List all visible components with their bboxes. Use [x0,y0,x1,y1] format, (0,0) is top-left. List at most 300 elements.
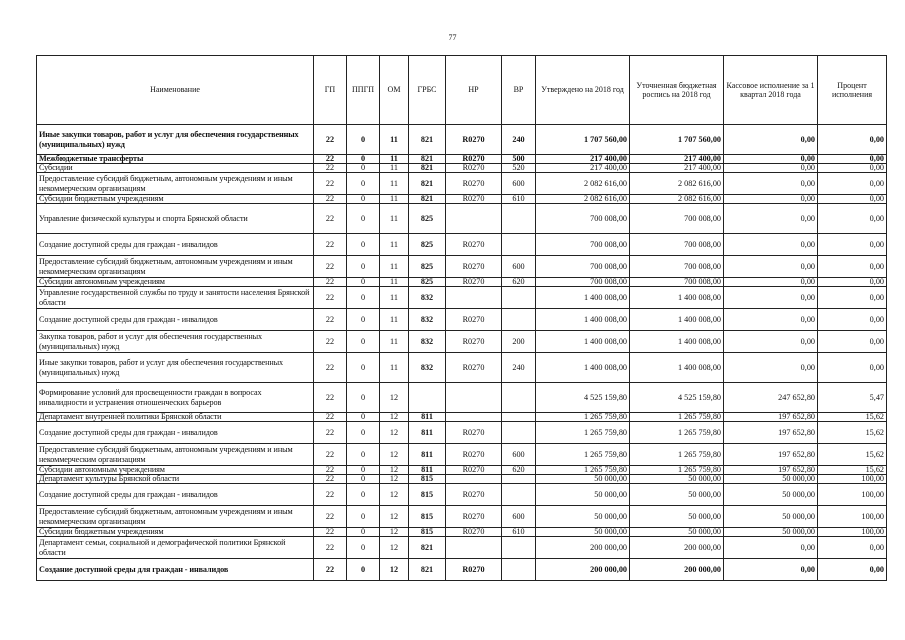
cell-gp: 22 [314,204,347,234]
table-row [37,278,887,287]
cell-pgp: 0 [347,287,380,309]
table-row [37,164,887,173]
cell-gp: 22 [314,195,347,204]
cell-name: Закупка товаров, работ и услуг для обеспечения государственных (муниципальных) нужд [37,331,314,353]
header-nr: НР [446,56,502,125]
cell-refined: 1 400 008,00 [630,287,724,309]
cell-percent: 100,00 [818,506,887,528]
cell-nr: R0270 [446,466,502,475]
cell-nr: R0270 [446,234,502,256]
cell-grbs: 825 [409,204,446,234]
cell-nr: R0270 [446,484,502,506]
cell-gp: 22 [314,537,347,559]
cell-cash: 50 000,00 [724,484,818,506]
cell-percent: 0,00 [818,155,887,164]
table-row [37,309,887,331]
cell-name: Предоставление субсидий бюджетным, автономным учреждениям и иным некоммерческим организациям [37,444,314,466]
cell-nr: R0270 [446,195,502,204]
cell-nr: R0270 [446,125,502,155]
cell-approved: 1 707 560,00 [536,125,630,155]
cell-om: 11 [380,125,409,155]
table-row [37,559,887,581]
cell-grbs: 825 [409,256,446,278]
cell-approved: 2 082 616,00 [536,173,630,195]
cell-percent: 0,00 [818,173,887,195]
table-row [37,484,887,506]
cell-approved: 200 000,00 [536,559,630,581]
cell-om: 12 [380,413,409,422]
cell-refined: 1 265 759,80 [630,422,724,444]
cell-vr: 610 [502,528,536,537]
cell-gp: 22 [314,164,347,173]
cell-approved: 1 265 759,80 [536,413,630,422]
cell-om: 11 [380,331,409,353]
cell-vr [502,309,536,331]
cell-cash: 0,00 [724,331,818,353]
cell-cash: 0,00 [724,195,818,204]
cell-cash: 0,00 [724,234,818,256]
cell-grbs: 832 [409,287,446,309]
header-approved: Утверждено на 2018 год [536,56,630,125]
cell-cash: 0,00 [724,287,818,309]
cell-om: 11 [380,287,409,309]
cell-approved: 700 008,00 [536,256,630,278]
cell-om: 11 [380,164,409,173]
cell-cash: 0,00 [724,164,818,173]
cell-nr: R0270 [446,155,502,164]
cell-gp: 22 [314,559,347,581]
cell-refined: 1 400 008,00 [630,331,724,353]
cell-cash: 0,00 [724,173,818,195]
cell-grbs: 811 [409,413,446,422]
cell-nr: R0270 [446,528,502,537]
table-row [37,204,887,234]
cell-pgp: 0 [347,466,380,475]
header-vr: ВР [502,56,536,125]
cell-gp: 22 [314,422,347,444]
cell-om: 12 [380,422,409,444]
cell-percent: 15,62 [818,466,887,475]
cell-cash: 0,00 [724,278,818,287]
cell-gp: 22 [314,506,347,528]
cell-name: Субсидии бюджетным учреждениям [37,528,314,537]
cell-refined: 1 265 759,80 [630,466,724,475]
cell-percent: 0,00 [818,204,887,234]
cell-grbs: 825 [409,234,446,256]
cell-om: 11 [380,195,409,204]
cell-nr: R0270 [446,331,502,353]
cell-cash: 0,00 [724,353,818,383]
cell-vr: 500 [502,155,536,164]
cell-cash: 0,00 [724,204,818,234]
cell-name: Субсидии [37,164,314,173]
cell-nr [446,204,502,234]
cell-cash: 0,00 [724,125,818,155]
cell-grbs: 815 [409,475,446,484]
header-row [37,56,887,125]
cell-vr [502,383,536,413]
budget-table-wrapper [36,55,886,581]
cell-pgp: 0 [347,278,380,287]
cell-om: 12 [380,466,409,475]
cell-gp: 22 [314,353,347,383]
cell-refined: 2 082 616,00 [630,195,724,204]
cell-om: 12 [380,537,409,559]
cell-om: 12 [380,475,409,484]
cell-name: Предоставление субсидий бюджетным, автономным учреждениям и иным некоммерческим организациям [37,173,314,195]
header-om: ОМ [380,56,409,125]
cell-percent: 0,00 [818,309,887,331]
cell-gp: 22 [314,528,347,537]
cell-refined: 217 400,00 [630,155,724,164]
cell-percent: 0,00 [818,164,887,173]
page-number: 77 [448,33,457,42]
header-refined: Уточненная бюджетная роспись на 2018 год [630,56,724,125]
cell-nr [446,383,502,413]
table-row [37,234,887,256]
table-row [37,287,887,309]
cell-approved: 1 400 008,00 [536,287,630,309]
cell-cash: 197 652,80 [724,466,818,475]
cell-cash: 50 000,00 [724,475,818,484]
cell-pgp: 0 [347,444,380,466]
cell-grbs: 811 [409,444,446,466]
cell-name: Предоставление субсидий бюджетным, автономным учреждениям и иным некоммерческим организациям [37,506,314,528]
cell-approved: 50 000,00 [536,484,630,506]
table-row [37,413,887,422]
cell-pgp: 0 [347,537,380,559]
cell-name: Иные закупки товаров, работ и услуг для обеспечения государственных (муниципальных) нужд [37,353,314,383]
cell-refined: 50 000,00 [630,484,724,506]
cell-refined: 1 707 560,00 [630,125,724,155]
cell-om: 11 [380,173,409,195]
cell-cash: 197 652,80 [724,444,818,466]
cell-name: Субсидии бюджетным учреждениям [37,195,314,204]
cell-percent: 0,00 [818,256,887,278]
cell-refined: 217 400,00 [630,164,724,173]
cell-pgp: 0 [347,413,380,422]
cell-gp: 22 [314,475,347,484]
cell-grbs: 821 [409,195,446,204]
cell-percent: 0,00 [818,278,887,287]
cell-pgp: 0 [347,331,380,353]
cell-refined: 700 008,00 [630,204,724,234]
cell-name: Создание доступной среды для граждан - инвалидов [37,484,314,506]
cell-nr: R0270 [446,164,502,173]
table-row [37,256,887,278]
cell-refined: 700 008,00 [630,278,724,287]
cell-nr: R0270 [446,173,502,195]
cell-pgp: 0 [347,484,380,506]
cell-grbs [409,383,446,413]
cell-vr: 520 [502,164,536,173]
cell-name: Субсидии автономным учреждениям [37,278,314,287]
cell-grbs: 821 [409,164,446,173]
cell-pgp: 0 [347,528,380,537]
cell-vr: 600 [502,506,536,528]
cell-om: 11 [380,278,409,287]
cell-vr: 600 [502,444,536,466]
cell-om: 12 [380,444,409,466]
cell-refined: 200 000,00 [630,559,724,581]
cell-nr: R0270 [446,256,502,278]
table-body [37,125,887,581]
cell-refined: 200 000,00 [630,537,724,559]
cell-name: Межбюджетные трансферты [37,155,314,164]
header-name: Наименование [37,56,314,125]
cell-percent: 15,62 [818,444,887,466]
cell-refined: 700 008,00 [630,256,724,278]
cell-gp: 22 [314,287,347,309]
cell-vr [502,234,536,256]
cell-cash: 50 000,00 [724,506,818,528]
cell-vr [502,475,536,484]
cell-percent: 15,62 [818,413,887,422]
cell-om: 12 [380,383,409,413]
table-row [37,475,887,484]
cell-gp: 22 [314,309,347,331]
cell-grbs: 832 [409,353,446,383]
cell-nr [446,537,502,559]
cell-pgp: 0 [347,125,380,155]
cell-approved: 4 525 159,80 [536,383,630,413]
cell-percent: 0,00 [818,287,887,309]
cell-vr [502,413,536,422]
cell-pgp: 0 [347,256,380,278]
cell-pgp: 0 [347,475,380,484]
cell-pgp: 0 [347,164,380,173]
cell-nr: R0270 [446,559,502,581]
cell-approved: 700 008,00 [536,234,630,256]
cell-grbs: 811 [409,466,446,475]
cell-grbs: 832 [409,331,446,353]
cell-vr [502,287,536,309]
cell-nr [446,413,502,422]
cell-om: 12 [380,484,409,506]
table-row [37,173,887,195]
cell-percent: 5,47 [818,383,887,413]
cell-refined: 1 265 759,80 [630,444,724,466]
cell-grbs: 821 [409,125,446,155]
cell-cash: 0,00 [724,309,818,331]
table-row [37,195,887,204]
cell-vr [502,484,536,506]
cell-om: 12 [380,506,409,528]
cell-gp: 22 [314,444,347,466]
cell-om: 11 [380,256,409,278]
cell-percent: 0,00 [818,353,887,383]
cell-nr [446,287,502,309]
cell-refined: 1 400 008,00 [630,353,724,383]
cell-gp: 22 [314,413,347,422]
table-row [37,353,887,383]
cell-percent: 100,00 [818,475,887,484]
cell-om: 12 [380,559,409,581]
cell-approved: 700 008,00 [536,278,630,287]
table-row [37,383,887,413]
cell-vr: 200 [502,331,536,353]
cell-approved: 217 400,00 [536,164,630,173]
cell-name: Создание доступной среды для граждан - инвалидов [37,309,314,331]
table-row [37,466,887,475]
cell-cash: 0,00 [724,155,818,164]
cell-gp: 22 [314,484,347,506]
cell-name: Департамент культуры Брянской области [37,475,314,484]
header-pgp: ППГП [347,56,380,125]
cell-vr [502,204,536,234]
cell-approved: 1 265 759,80 [536,444,630,466]
cell-percent: 100,00 [818,528,887,537]
cell-name: Департамент внутренней политики Брянской области [37,413,314,422]
cell-cash: 197 652,80 [724,422,818,444]
cell-refined: 50 000,00 [630,475,724,484]
cell-vr: 600 [502,256,536,278]
cell-vr [502,537,536,559]
cell-vr: 610 [502,195,536,204]
cell-om: 11 [380,353,409,383]
cell-om: 11 [380,234,409,256]
cell-cash: 0,00 [724,559,818,581]
cell-nr: R0270 [446,278,502,287]
cell-vr: 620 [502,278,536,287]
cell-vr: 600 [502,173,536,195]
cell-approved: 217 400,00 [536,155,630,164]
cell-percent: 15,62 [818,422,887,444]
cell-refined: 2 082 616,00 [630,173,724,195]
cell-pgp: 0 [347,353,380,383]
cell-grbs: 815 [409,484,446,506]
cell-pgp: 0 [347,383,380,413]
cell-cash: 247 652,80 [724,383,818,413]
cell-percent: 0,00 [818,195,887,204]
cell-gp: 22 [314,383,347,413]
cell-percent: 0,00 [818,234,887,256]
table-row [37,528,887,537]
cell-cash: 0,00 [724,537,818,559]
cell-nr [446,475,502,484]
cell-gp: 22 [314,278,347,287]
cell-name: Иные закупки товаров, работ и услуг для обеспечения государственных (муниципальных) нужд [37,125,314,155]
table-row [37,537,887,559]
cell-name: Управление государственной службы по труду и занятости населения Брянской области [37,287,314,309]
cell-gp: 22 [314,173,347,195]
cell-pgp: 0 [347,234,380,256]
cell-cash: 0,00 [724,256,818,278]
cell-name: Департамент семьи, социальной и демографической политики Брянской области [37,537,314,559]
cell-nr: R0270 [446,422,502,444]
table-row [37,444,887,466]
cell-name: Субсидии автономным учреждениям [37,466,314,475]
cell-approved: 200 000,00 [536,537,630,559]
cell-percent: 0,00 [818,537,887,559]
cell-grbs: 825 [409,278,446,287]
cell-gp: 22 [314,256,347,278]
cell-nr: R0270 [446,309,502,331]
cell-percent: 100,00 [818,484,887,506]
cell-gp: 22 [314,234,347,256]
cell-nr: R0270 [446,444,502,466]
cell-pgp: 0 [347,155,380,164]
cell-name: Управление физической культуры и спорта Брянской области [37,204,314,234]
cell-nr: R0270 [446,506,502,528]
header-cash: Кассовое исполнение за 1 квартал 2018 года [724,56,818,125]
table-row [37,155,887,164]
cell-approved: 2 082 616,00 [536,195,630,204]
cell-refined: 4 525 159,80 [630,383,724,413]
cell-name: Создание доступной среды для граждан - инвалидов [37,559,314,581]
cell-om: 12 [380,528,409,537]
cell-name: Создание доступной среды для граждан - инвалидов [37,422,314,444]
cell-cash: 50 000,00 [724,528,818,537]
cell-grbs: 821 [409,173,446,195]
cell-pgp: 0 [347,195,380,204]
cell-pgp: 0 [347,559,380,581]
budget-table [36,55,887,581]
cell-om: 11 [380,309,409,331]
cell-pgp: 0 [347,506,380,528]
cell-gp: 22 [314,331,347,353]
cell-gp: 22 [314,125,347,155]
cell-grbs: 821 [409,537,446,559]
cell-vr: 240 [502,125,536,155]
cell-grbs: 821 [409,155,446,164]
cell-name: Формирование условий для просвещенности граждан в вопросах инвалидности и устранения отношенческих барьеров [37,383,314,413]
cell-grbs: 821 [409,559,446,581]
cell-pgp: 0 [347,309,380,331]
cell-approved: 50 000,00 [536,506,630,528]
cell-om: 11 [380,204,409,234]
cell-approved: 700 008,00 [536,204,630,234]
cell-gp: 22 [314,155,347,164]
cell-percent: 0,00 [818,559,887,581]
cell-gp: 22 [314,466,347,475]
cell-cash: 197 652,80 [724,413,818,422]
cell-refined: 50 000,00 [630,506,724,528]
cell-name: Создание доступной среды для граждан - инвалидов [37,234,314,256]
cell-pgp: 0 [347,173,380,195]
cell-approved: 1 265 759,80 [536,422,630,444]
header-gp: ГП [314,56,347,125]
cell-nr: R0270 [446,353,502,383]
cell-grbs: 832 [409,309,446,331]
cell-refined: 1 265 759,80 [630,413,724,422]
cell-om: 11 [380,155,409,164]
cell-pgp: 0 [347,204,380,234]
cell-vr: 620 [502,466,536,475]
header-grbs: ГРБС [409,56,446,125]
header-percent: Процент исполнения [818,56,887,125]
cell-approved: 1 400 008,00 [536,309,630,331]
table-row [37,125,887,155]
cell-grbs: 815 [409,528,446,537]
cell-vr: 240 [502,353,536,383]
cell-percent: 0,00 [818,125,887,155]
cell-grbs: 815 [409,506,446,528]
cell-vr [502,422,536,444]
cell-refined: 1 400 008,00 [630,309,724,331]
table-row [37,506,887,528]
cell-name: Предоставление субсидий бюджетным, автономным учреждениям и иным некоммерческим организациям [37,256,314,278]
cell-approved: 1 400 008,00 [536,353,630,383]
cell-approved: 1 265 759,80 [536,466,630,475]
cell-grbs: 811 [409,422,446,444]
cell-percent: 0,00 [818,331,887,353]
table-row [37,331,887,353]
table-row [37,422,887,444]
cell-refined: 50 000,00 [630,528,724,537]
cell-vr [502,559,536,581]
cell-approved: 50 000,00 [536,475,630,484]
